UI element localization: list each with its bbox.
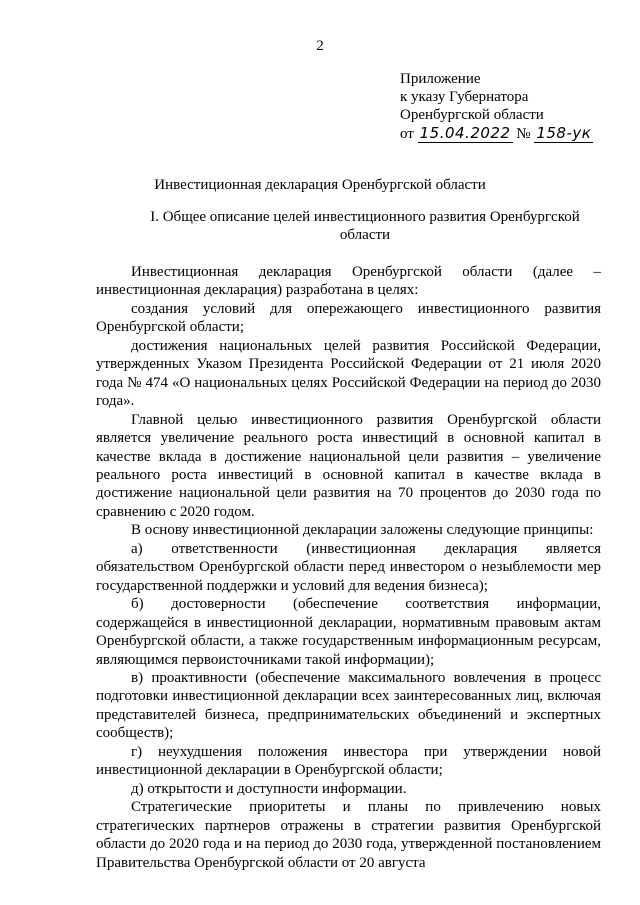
document-body bbox=[96, 263, 601, 872]
section-title: I. Общее описание целей инвестиционного развития Оренбургской области bbox=[150, 209, 580, 243]
handwritten-number: 158-ук bbox=[536, 124, 592, 142]
appendix-line: Приложение bbox=[400, 71, 481, 87]
paragraph: а) ответственности (инвестиционная декларация является обязательством Оренбургской области перед инвестором о незыблемости мер государственной поддержки и условий для ведения бизнеса); bbox=[96, 540, 601, 594]
handwritten-date: 15.04.2022 bbox=[419, 124, 511, 142]
date-prefix: от bbox=[400, 126, 414, 142]
appendix-date-line bbox=[400, 124, 620, 143]
appendix-line: к указу Губернатора bbox=[400, 89, 529, 105]
appendix-block bbox=[400, 70, 620, 143]
number-sign: № bbox=[516, 126, 531, 142]
paragraph: г) неухудшения положения инвестора при утверждении новой инвестиционной декларации в Оренбургской области; bbox=[96, 743, 601, 779]
paragraph: достижения национальных целей развития Российской Федерации, утвержденных Указом Президента Российской Федерации от 21 июля 2020 года № 474 «О национальных целях Российской Федерации на период до 2030 года». bbox=[96, 337, 601, 410]
appendix-line: Оренбургской области bbox=[400, 107, 544, 123]
paragraph: в) проактивности (обеспечение максимального вовлечения в процесс подготовки инвестиционной декларации всех заинтересованных лиц, включая представителей бизнеса, предпринимательских объединений и экспертных сообществ); bbox=[96, 669, 601, 742]
page-number: 2 bbox=[316, 38, 324, 54]
paragraph: Главной целью инвестиционного развития Оренбургской области является увеличение реального роста инвестиций в основной капитал в качестве вклада в достижение национальной цели развития – увеличение реального роста инвестиций в основной капитал в качестве вклада в достижение национальной цели развития на 70 процентов до 2030 года по сравнению с 2020 годом. bbox=[96, 411, 601, 520]
paragraph: создания условий для опережающего инвестиционного развития Оренбургской области; bbox=[96, 300, 601, 336]
paragraph: б) достоверности (обеспечение соответствия информации, содержащейся в инвестиционной декларации, нормативным правовым актам Оренбургской области, а также государственным информационным ресурсам, являющимся первоисточниками такой информации); bbox=[96, 596, 601, 668]
paragraph: В основу инвестиционной декларации заложены следующие принципы: bbox=[131, 522, 594, 539]
paragraph: д) открытости и доступности информации. bbox=[131, 780, 407, 797]
paragraph: Инвестиционная декларация Оренбургской области (далее – инвестиционная декларация) разработана в целях: bbox=[96, 264, 601, 299]
document-title: Инвестиционная декларация Оренбургской области bbox=[154, 177, 486, 193]
paragraph: Стратегические приоритеты и планы по привлечению новых стратегических партнеров отражены в стратегии развития Оренбургской области до 2020 года и на период до 2030 года, утвержденной постановлением Правительства Оренбургской области от 20 августа bbox=[96, 799, 601, 871]
